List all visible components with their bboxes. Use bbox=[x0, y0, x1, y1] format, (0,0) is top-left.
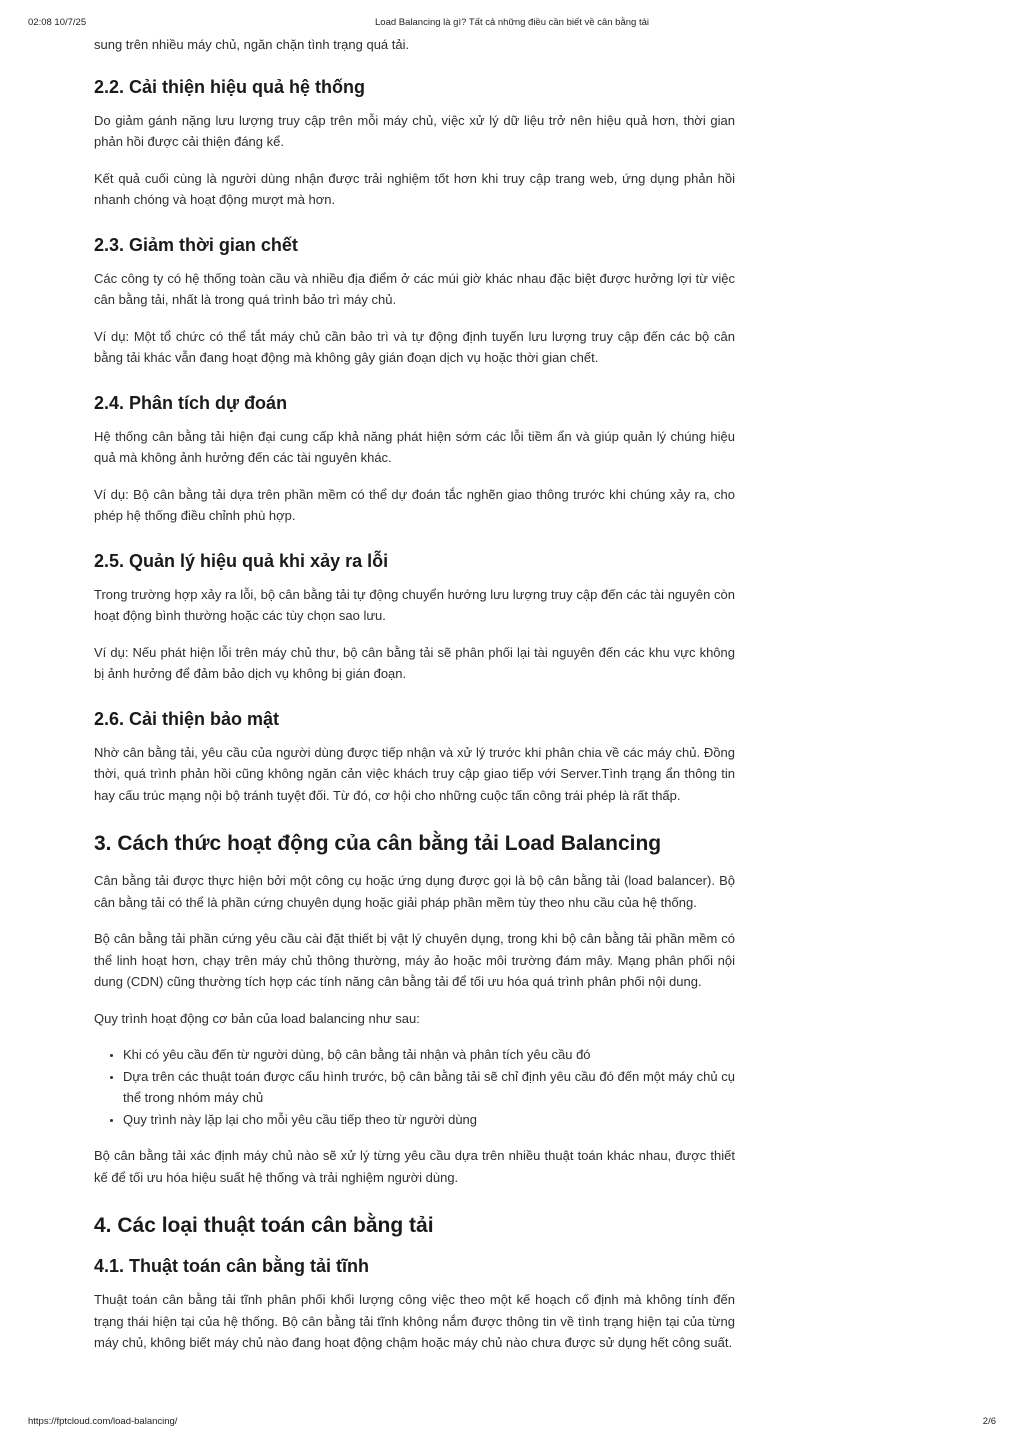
print-footer bbox=[28, 1416, 996, 1430]
paragraph: Ví dụ: Một tổ chức có thể tắt máy chủ cần bảo trì và tự động định tuyến lưu lượng truy cập đến các bộ cân bằng tải khác vẫn đang hoạt động mà không gây gián đoạn dịch vụ hoặc thời gian chết. bbox=[94, 328, 735, 365]
paragraph: Ví dụ: Nếu phát hiện lỗi trên máy chủ thư, bộ cân bằng tải sẽ phân phối lại tài nguyên đến các khu vực không bị ảnh hưởng để đảm bảo dịch vụ không bị gián đoạn. bbox=[94, 644, 735, 681]
section-heading-2-6: 2.6. Cải thiện bảo mật bbox=[94, 708, 280, 729]
article-content bbox=[94, 34, 735, 1354]
print-datetime: 02:08 10/7/25 bbox=[28, 17, 87, 28]
process-list bbox=[94, 1044, 735, 1130]
paragraph: Bộ cân bằng tải xác định máy chủ nào sẽ xử lý từng yêu cầu dựa trên nhiều thuật toán khác nhau, được thiết kế để tối ưu hóa hiệu suất hệ thống và trải nghiệm người dùng. bbox=[94, 1148, 735, 1185]
paragraph: Trong trường hợp xảy ra lỗi, bộ cân bằng tải tự động chuyển hướng lưu lượng truy cập đến các tài nguyên còn hoạt động bình thường hoặc các tùy chọn sao lưu. bbox=[94, 586, 735, 623]
print-page-title: Load Balancing là gì? Tất cả những điều cần biết về cân bằng tải bbox=[375, 17, 649, 28]
section-heading-4-1: 4.1. Thuật toán cân bằng tải tĩnh bbox=[94, 1256, 370, 1276]
list-item: • Khi có yêu cầu đến từ người dùng, bộ cân bằng tải nhận và phân tích yêu cầu đó bbox=[123, 1044, 735, 1066]
paragraph: Quy trình hoạt động cơ bản của load balancing như sau: bbox=[94, 1010, 420, 1026]
paragraph: Bộ cân bằng tải phần cứng yêu cầu cài đặt thiết bị vật lý chuyên dụng, trong khi bộ cân bằng tải phần mềm có thể linh hoạt hơn, chạy trên máy chủ thông thường, máy ảo hoặc môi trường đám mây. Mạng phân phối nội dung (CDN) cũng thường tích hợp các tính năng cân bằng tải để tối ưu hóa quá trình phân phối nội dung. bbox=[94, 931, 735, 989]
section-heading-3: 3. Cách thức hoạt động của cân bằng tải Load Balancing bbox=[94, 832, 662, 855]
section-heading-2-5: 2.5. Quản lý hiệu quả khi xảy ra lỗi bbox=[94, 550, 389, 571]
page-url: https://fptcloud.com/load-balancing/ bbox=[28, 1416, 178, 1427]
section-heading-4: 4. Các loại thuật toán cân bằng tải bbox=[94, 1214, 434, 1237]
paragraph: Hệ thống cân bằng tải hiện đại cung cấp khả năng phát hiện sớm các lỗi tiềm ẩn và giúp quản lý chúng hiệu quả mà không ảnh hưởng đến các tài nguyên khác. bbox=[94, 428, 735, 465]
print-header bbox=[28, 17, 996, 31]
paragraph: Thuật toán cân bằng tải tĩnh phân phối khối lượng công việc theo một kế hoạch cố định mà không tính đến trạng thái hiện tại của hệ thống. Bộ cân bằng tải tĩnh không nắm được thông tin về tình trạng hiện tại của từng máy chủ, không biết máy chủ nào đang hoạt động chậm hoặc máy chủ nào chưa được sử dụng hết công suất. bbox=[94, 1292, 735, 1350]
section-heading-2-4: 2.4. Phân tích dự đoán bbox=[94, 392, 288, 413]
paragraph: sung trên nhiều máy chủ, ngăn chặn tình trạng quá tải. bbox=[94, 37, 410, 52]
paragraph: Do giảm gánh nặng lưu lượng truy cập trên mỗi máy chủ, việc xử lý dữ liệu trở nên hiệu quả hơn, thời gian phản hồi được cải thiện đáng kể. bbox=[94, 112, 735, 149]
paragraph: Kết quả cuối cùng là người dùng nhận được trải nghiệm tốt hơn khi truy cập trang web, ứng dụng phản hồi nhanh chóng và hoạt động mượt mà hơn. bbox=[94, 170, 735, 207]
paragraph: Ví dụ: Bộ cân bằng tải dựa trên phần mềm có thể dự đoán tắc nghẽn giao thông trước khi chúng xảy ra, cho phép hệ thống điều chỉnh phù hợp. bbox=[94, 486, 735, 523]
page-number: 2/6 bbox=[982, 1416, 996, 1427]
paragraph: Các công ty có hệ thống toàn cầu và nhiều địa điểm ở các múi giờ khác nhau đặc biệt được hưởng lợi từ việc cân bằng tải, nhất là trong quá trình bảo trì máy chủ. bbox=[94, 270, 735, 307]
list-item: • Quy trình này lặp lại cho mỗi yêu cầu tiếp theo từ người dùng bbox=[123, 1109, 735, 1131]
section-heading-2-3: 2.3. Giảm thời gian chết bbox=[94, 234, 298, 255]
section-heading-2-2: 2.2. Cải thiện hiệu quả hệ thống bbox=[94, 76, 366, 97]
paragraph: Cân bằng tải được thực hiện bởi một công cụ hoặc ứng dụng được gọi là bộ cân bằng tải (load balancer). Bộ cân bằng tải có thể là phần cứng chuyên dụng hoặc giải pháp phần mềm tùy theo nhu cầu của hệ thống. bbox=[94, 873, 735, 910]
list-item: • Dựa trên các thuật toán được cấu hình trước, bộ cân bằng tải sẽ chỉ định yêu cầu đó đến một máy chủ cụ thể trong nhóm máy chủ bbox=[123, 1066, 735, 1109]
paragraph: Nhờ cân bằng tải, yêu cầu của người dùng được tiếp nhận và xử lý trước khi phân chia về các máy chủ. Đồng thời, quá trình phản hồi cũng không ngăn cản việc khách truy cập giao tiếp với Server.Tình trạng ẩn thông tin hay cấu trúc mạng nội bộ tránh tuyệt đối. Từ đó, cơ hội cho những cuộc tấn công trái phép là rất thấp. bbox=[94, 744, 735, 803]
